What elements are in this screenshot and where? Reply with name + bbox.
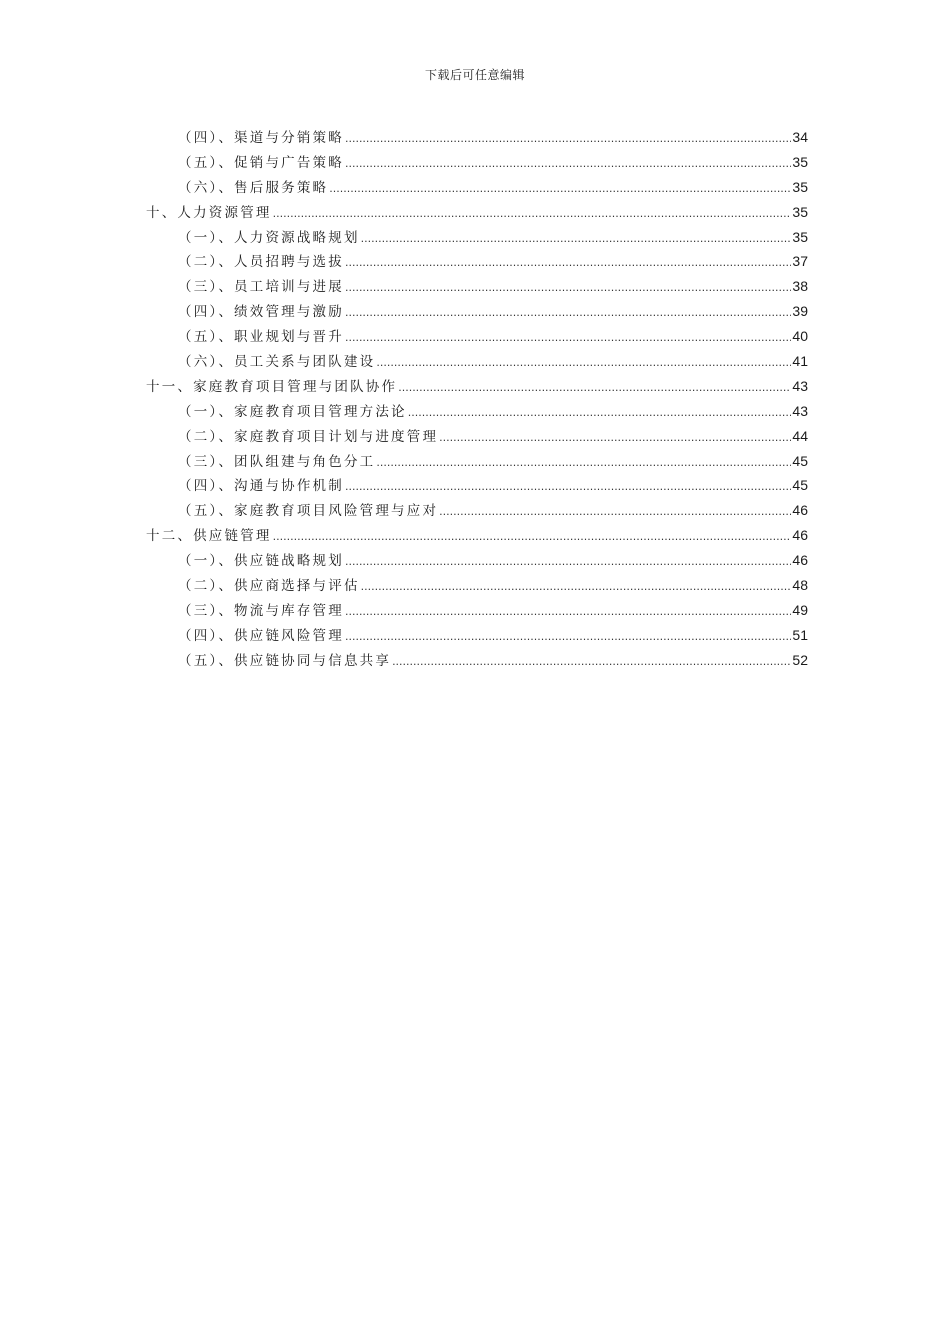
toc-leader-dots [345,555,791,568]
toc-section-entry[interactable] [146,126,808,151]
toc-leader-dots [408,406,792,419]
toc-entry-label: （四）、绩效管理与激励 [178,304,344,321]
toc-entry-label: （一）、供应链战略规划 [178,553,344,570]
toc-page-number: 39 [792,303,808,320]
toc-entry-label: （一）、家庭教育项目管理方法论 [178,403,407,420]
toc-section-entry[interactable] [146,350,808,375]
toc-entry-label: 十、人力资源管理 [146,204,272,221]
toc-page-number: 46 [792,527,808,544]
toc-leader-dots [439,505,791,518]
toc-section-entry[interactable] [146,300,808,325]
toc-entry-label: （三）、员工培训与进展 [178,279,344,296]
toc-section-entry[interactable] [146,450,808,475]
toc-entry-label: （四）、沟通与协作机制 [178,478,344,495]
toc-leader-dots [345,306,791,319]
toc-entry-label: （三）、物流与库存管理 [178,602,344,619]
toc-section-entry[interactable] [146,151,808,176]
toc-chapter-entry[interactable] [146,524,808,549]
toc-leader-dots [345,605,791,618]
toc-section-entry[interactable] [146,599,808,624]
toc-entry-label: （五）、促销与广告策略 [178,154,344,171]
toc-leader-dots [376,356,791,369]
toc-entry-label: （二）、供应商选择与评估 [178,578,360,595]
toc-section-entry[interactable] [146,250,808,275]
toc-page-number: 35 [792,153,808,170]
toc-leader-dots [361,232,792,245]
toc-page-number: 35 [792,228,808,245]
toc-page-number: 43 [792,377,808,394]
toc-page-number: 34 [792,129,808,145]
toc-leader-dots [345,630,791,643]
toc-leader-dots [376,456,791,469]
toc-leader-dots [345,480,791,493]
toc-entry-label: （三）、团队组建与角色分工 [178,453,376,470]
toc-chapter-entry[interactable] [146,375,808,400]
toc-entry-label: （六）、售后服务策略 [178,179,329,196]
toc-page-number: 35 [792,203,808,220]
toc-page-number: 51 [792,626,808,643]
toc-page-number: 40 [792,328,808,345]
toc-section-entry[interactable] [146,275,808,300]
toc-entry-label: （四）、供应链风险管理 [178,627,344,644]
toc-page-number: 49 [792,601,808,618]
toc-page-number: 38 [792,278,808,295]
toc-page-number: 45 [792,452,808,469]
toc-leader-dots [361,580,792,593]
toc-section-entry[interactable] [146,624,808,649]
toc-section-entry[interactable] [146,549,808,574]
toc-section-entry[interactable] [146,499,808,524]
toc-section-entry[interactable] [146,325,808,350]
toc-page-number: 41 [792,353,808,370]
toc-page-number: 45 [792,477,808,494]
toc-page-number: 43 [792,402,808,419]
toc-page-number: 46 [792,552,808,569]
toc-chapter-entry[interactable] [146,201,808,226]
toc-entry-label: （二）、家庭教育项目计划与进度管理 [178,428,439,445]
toc-entry-label: （四）、渠道与分销策略 [178,130,344,146]
toc-page-number: 44 [792,427,808,444]
toc-section-entry[interactable] [146,474,808,499]
toc-leader-dots [345,256,791,269]
toc-leader-dots [439,431,791,444]
toc-leader-dots [329,182,791,195]
toc-entry-label: 十二、供应链管理 [146,528,272,545]
page-header: 下载后可任意编辑 [424,68,525,82]
toc-section-entry[interactable] [146,400,808,425]
toc-leader-dots [273,207,792,220]
toc-section-entry[interactable] [146,226,808,251]
toc-leader-dots [392,655,791,668]
toc-entry-label: （二）、人员招聘与选拔 [178,254,344,271]
toc-page-number: 35 [792,178,808,195]
toc-section-entry[interactable] [146,176,808,201]
toc-section-entry[interactable] [146,649,808,674]
toc-entry-label: （一）、人力资源战略规划 [178,229,360,246]
toc-leader-dots [345,132,791,145]
toc-page-number: 37 [792,253,808,270]
toc-page-number: 46 [792,502,808,519]
toc-section-entry[interactable] [146,574,808,599]
table-of-contents [146,126,808,674]
toc-entry-label: （五）、职业规划与晋升 [178,329,344,346]
toc-section-entry[interactable] [146,425,808,450]
toc-page-number: 48 [792,577,808,594]
toc-entry-label: 十一、家庭教育项目管理与团队协作 [146,378,398,395]
toc-entry-label: （六）、员工关系与团队建设 [178,354,376,371]
toc-leader-dots [398,381,791,394]
toc-leader-dots [345,281,791,294]
toc-leader-dots [273,530,792,543]
toc-entry-label: （五）、家庭教育项目风险管理与应对 [178,503,439,520]
toc-page-number: 52 [792,651,808,668]
toc-leader-dots [345,157,791,170]
toc-leader-dots [345,331,791,344]
toc-entry-label: （五）、供应链协同与信息共享 [178,652,392,669]
